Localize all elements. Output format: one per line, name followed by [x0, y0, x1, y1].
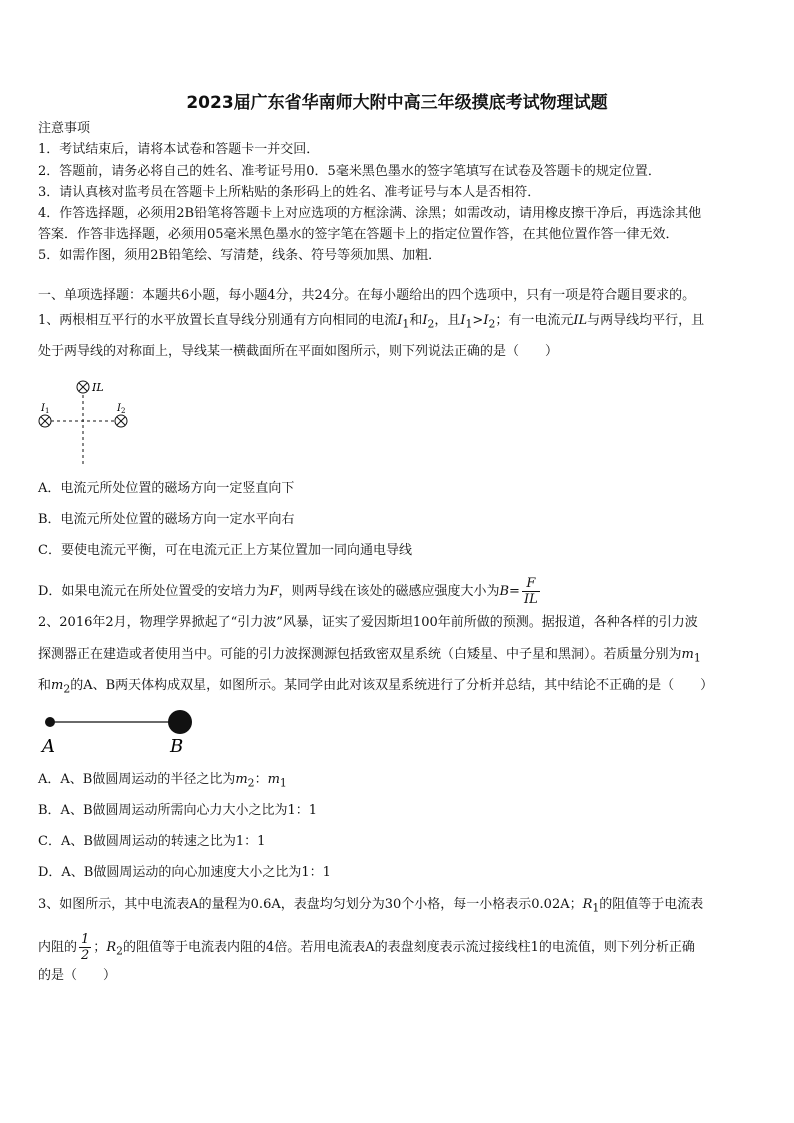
notice-item: 4．作答选择题，必须用2B铅笔将答题卡上对应选项的方框涂满、涂黑；如需改动，请用橡皮擦干净后，再选涂其他	[38, 206, 702, 221]
notice-heading: 注意事项	[38, 121, 91, 136]
star-b-dot	[168, 710, 192, 734]
fraction-f-over-il: $\frac{F}{IL}$	[523, 576, 538, 607]
current-element-cross-icon	[77, 381, 89, 393]
q1-option-a: A．电流元所处位置的磁场方向一定竖直向下	[38, 481, 295, 496]
svg-text:I1: $I_1$	[41, 403, 50, 415]
q2-option-a: A．A、B做圆周运动的半径之比为$m_2$：$m_1$	[38, 772, 287, 790]
q2-figure	[36, 706, 206, 758]
q2-stem-line-3: 和$m_2$的A、B两天体构成双星，如图所示。某同学由此对该双星系统进行了分析并总结，其中结论不正确的是（ ）	[38, 678, 714, 696]
svg-text:I2: $I_2$	[117, 403, 126, 415]
q2-stem-line-2: 探测器正在建造或者使用当中。可能的引力波探测源包括致密双星系统（白矮星、中子星和黑洞）。若质量分别为$m_1$	[38, 647, 701, 665]
page-title: 2023届广东省华南师大附中高三年级摸底考试物理试题	[186, 93, 608, 113]
q1-stem-line-2: 处于两导线的对称面上，导线某一横截面所在平面如图所示，则下列说法正确的是（ ）	[38, 344, 559, 359]
star-a-dot	[45, 717, 55, 727]
fraction-one-half: $\frac{1}{2}$	[81, 932, 90, 963]
q3-stem-line-1: 3、如图所示，其中电流表A的量程为0.6A，表盘均匀划分为30个小格，每一小格表示0.02A；$R_1$的阻值等于电流表	[38, 897, 704, 915]
q2-option-b: B．A、B做圆周运动所需向心力大小之比为1：1	[38, 803, 318, 818]
label-I1: I	[41, 403, 45, 414]
q1-stem-line-1: 1、两根相互平行的水平放置长直导线分别通有方向相同的电流$I_1$和$I_2$，且$I_1>I_2$；有一电流元IL与两导线均平行，且	[38, 313, 705, 331]
notice-item: 3．请认真核对监考员在答题卡上所粘贴的条形码上的姓名、准考证号与本人是否相符．	[38, 185, 541, 200]
wire-i1-cross-icon	[39, 415, 51, 427]
q1-option-d: D．如果电流元在所处位置受的安培力为F，则两导线在该处的磁感应强度大小为B= $\frac{F}{IL}$	[38, 576, 538, 607]
notice-item: 2．答题前，请务必将自己的姓名、准考证号用0．5毫米黑色墨水的签字笔填写在试卷及答题卡的规定位置．	[38, 164, 661, 179]
label-star-b: B	[170, 736, 184, 757]
wire-i2-cross-icon	[115, 415, 127, 427]
q2-option-d: D．A、B做圆周运动的向心加速度大小之比为1：1	[38, 865, 331, 880]
q2-stem-line-1: 2、2016年2月，物理学界掀起了“引力波”风暴，证实了爱因斯坦100年前所做的预测。据报道，各种各样的引力波	[38, 615, 698, 630]
q1-option-c: C．要使电流元平衡，可在电流元正上方某位置加一同向通电导线	[38, 543, 412, 558]
section-heading: 一、单项选择题：本题共6小题，每小题4分，共24分。在每小题给出的四个选项中，只有一项是符合题目要求的。	[38, 288, 696, 303]
label-star-a: A	[42, 736, 55, 757]
label-IL: IL	[92, 381, 104, 394]
label-I2: I	[117, 403, 121, 414]
q1-figure	[30, 370, 140, 470]
q2-option-c: C．A、B做圆周运动的转速之比为1：1	[38, 834, 266, 849]
q1-option-b: B．电流元所处位置的磁场方向一定水平向右	[38, 512, 295, 527]
notice-item: 答案．作答非选择题，必须用05毫米黑色墨水的签字笔在答题卡上的指定位置作答，在其他位置作答一律无效．	[38, 227, 679, 242]
notice-item: 5．如需作图，须用2B铅笔绘、写清楚，线条、符号等须加黑、加粗．	[38, 248, 442, 263]
q3-stem-line-3: 的是（ ）	[38, 968, 117, 983]
q3-stem-line-2: 内阻的 $\frac{1}{2}$ ；$R_2$的阻值等于电流表内阻的4倍。若用电流表A的表盘刻度表示流过接线柱1的电流值，则下列分析正确	[38, 932, 695, 963]
notice-item: 1．考试结束后，请将本试卷和答题卡一并交回．	[38, 142, 320, 157]
